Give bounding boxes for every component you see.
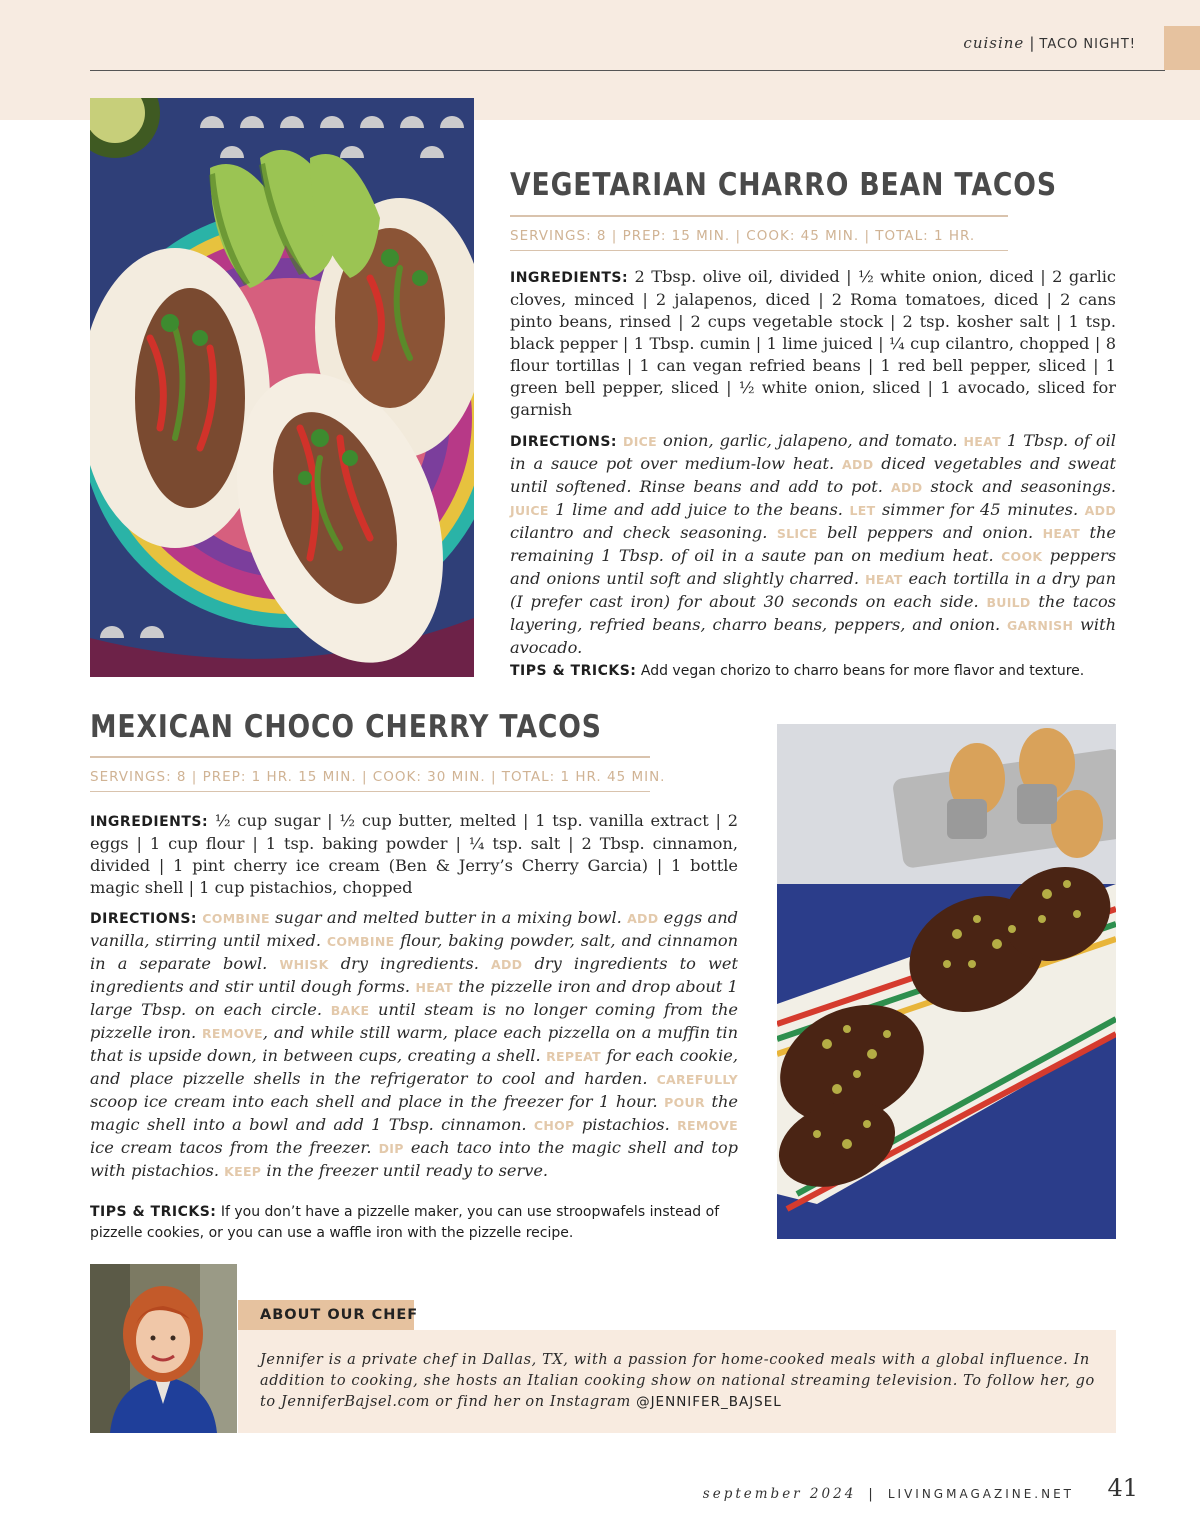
step-keyword: KEEP bbox=[224, 1164, 262, 1179]
recipe2-ingredients-text: ½ cup sugar | ½ cup butter, melted | 1 tsp. vanilla extract | 2 eggs | 1 cup flour | 1 tsp. baking powder | ¼ tsp. salt | 2 Tbsp. cinnamon, divided | 1 pint cherry ice cream (Ben & Jerry’s Cherry Garcia) | 1 bottle magic shell | 1 cup pistachios, chopped bbox=[90, 811, 738, 897]
footer bbox=[703, 1486, 1074, 1502]
header-accent-tab bbox=[1164, 26, 1200, 70]
step-keyword: JUICE bbox=[510, 503, 549, 518]
charro-tacos-photo bbox=[90, 98, 474, 677]
choco-tacos-photo bbox=[777, 724, 1116, 1239]
step-keyword: ADD bbox=[1084, 503, 1116, 518]
step-text: in the freezer until ready to serve. bbox=[261, 1161, 549, 1180]
recipe2-tips-label: TIPS & TRICKS: bbox=[90, 1204, 217, 1220]
section-separator: | bbox=[1029, 34, 1035, 52]
step-text: the magic shell into a bowl and add 1 Tbsp. cinnamon. bbox=[90, 1092, 739, 1134]
step-text: 1 lime and add juice to the beans. bbox=[548, 500, 850, 519]
about-body: Jennifer is a private chef in Dallas, TX, with a passion for home-cooked meals with a global influence. In addition to cooking, she hosts an Italian cooking show on national streaming television. To follow her, go to JenniferBajsel.com or find her on Instagram bbox=[260, 1352, 1095, 1410]
header-rule bbox=[90, 70, 1165, 71]
step-text: onion, garlic, jalapeno, and tomato. bbox=[656, 431, 964, 450]
recipe2-directions bbox=[90, 907, 738, 1183]
step-keyword: ADD bbox=[891, 480, 923, 495]
recipe1-meta: SERVINGS: 8 | PREP: 15 MIN. | COOK: 45 MIN. | TOTAL: 1 HR. bbox=[510, 228, 976, 244]
recipe1-title-rule bbox=[510, 215, 1008, 217]
chef-photo bbox=[90, 1264, 237, 1433]
step-text: cilantro and check seasoning. bbox=[510, 523, 777, 542]
step-keyword: WHISK bbox=[279, 957, 329, 972]
step-keyword: HEAT bbox=[963, 434, 1001, 449]
step-text: flour, baking powder, salt, and cinnamon in a separate bowl. bbox=[90, 931, 739, 973]
step-text: with avocado. bbox=[510, 615, 1117, 657]
step-text: ice cream tacos from the freezer. bbox=[90, 1138, 379, 1157]
step-keyword: HEAT bbox=[1042, 526, 1081, 541]
step-keyword: REMOVE bbox=[201, 1026, 263, 1041]
about-heading: ABOUT OUR CHEF bbox=[238, 1300, 414, 1330]
step-keyword: REMOVE bbox=[677, 1118, 738, 1133]
recipe1-ingredients-text: 2 Tbsp. olive oil, divided | ½ white onion, diced | 2 garlic cloves, minced | 2 jalapenos, diced | 2 Roma tomatoes, diced | 2 cans pinto beans, rinsed | 2 cups vegetable stock | 2 tsp. kosher salt | 1 tsp. black pepper | 1 Tbsp. cumin | 1 lime juiced | ¼ cup cilantro, chopped | 8 flour tortillas | 1 can vegan refried beans | 1 red bell pepper, sliced | 1 green bell pepper, sliced | ½ white onion, sliced | 1 avocado, sliced for garnish bbox=[510, 267, 1116, 419]
recipe1-title: VEGETARIAN CHARRO BEAN TACOS bbox=[510, 167, 1057, 203]
recipe1-tips bbox=[510, 661, 1116, 682]
step-text: pistachios. bbox=[574, 1115, 678, 1134]
recipe1-tips-text: Add vegan chorizo to charro beans for more flavor and texture. bbox=[640, 663, 1085, 679]
step-keyword: ADD bbox=[491, 957, 523, 972]
step-text: scoop ice cream into each shell and place in the freezer for 1 hour. bbox=[90, 1092, 665, 1111]
step-keyword: SLICE bbox=[776, 526, 818, 541]
about-text bbox=[260, 1350, 1100, 1413]
recipe1-tips-label: TIPS & TRICKS: bbox=[510, 663, 637, 679]
step-keyword: DICE bbox=[623, 434, 657, 449]
section-name: cuisine bbox=[963, 34, 1025, 52]
section-topic: TACO NIGHT! bbox=[1039, 37, 1136, 52]
step-text: dry ingredients. bbox=[328, 954, 492, 973]
step-text: , and while still warm, place each pizzella on a muffin tin that is upside down, in between cups, creating a shell. bbox=[90, 1023, 738, 1065]
step-keyword: ADD bbox=[842, 457, 874, 472]
step-text: until steam is no longer coming from the pizzelle iron. bbox=[90, 1000, 738, 1042]
page-number: 41 bbox=[1107, 1474, 1138, 1502]
section-label bbox=[963, 34, 1136, 52]
step-keyword: COMBINE bbox=[326, 934, 395, 949]
recipe2-meta-rule bbox=[90, 791, 650, 792]
recipe1-directions bbox=[510, 430, 1116, 659]
footer-separator: | bbox=[868, 1486, 876, 1502]
recipe2-ingredients-label: INGREDIENTS: bbox=[90, 814, 209, 830]
site-name: LIVINGMAGAZINE.NET bbox=[887, 1487, 1074, 1501]
step-keyword: GARNISH bbox=[1006, 618, 1074, 633]
recipe1-ingredients bbox=[510, 266, 1116, 421]
recipe2-meta: SERVINGS: 8 | PREP: 1 HR. 15 MIN. | COOK: 30 MIN. | TOTAL: 1 HR. 45 MIN. bbox=[90, 769, 666, 785]
step-text: the pizzelle iron and drop about 1 large Tbsp. on each circle. bbox=[90, 977, 738, 1019]
step-keyword: ADD bbox=[627, 911, 659, 926]
step-text: the tacos layering, refried beans, charro beans, peppers, and onion. bbox=[510, 592, 1116, 634]
step-text: 1 Tbsp. of oil in a sauce pot over medium-low heat. bbox=[510, 431, 1116, 473]
issue-date: september 2024 bbox=[702, 1486, 857, 1502]
recipe1-directions-label: DIRECTIONS: bbox=[510, 434, 618, 450]
recipe2-title: MEXICAN CHOCO CHERRY TACOS bbox=[90, 709, 602, 745]
recipe2-directions-label: DIRECTIONS: bbox=[90, 911, 198, 927]
step-keyword: LET bbox=[849, 503, 876, 518]
recipe1-ingredients-label: INGREDIENTS: bbox=[510, 270, 629, 286]
step-text: the remaining 1 Tbsp. of oil in a saute pan on medium heat. bbox=[510, 523, 1117, 565]
recipe2-tips bbox=[90, 1202, 738, 1244]
step-text: sugar and melted butter in a mixing bowl. bbox=[269, 908, 628, 927]
step-text: peppers and onions until soft and slightly charred. bbox=[510, 546, 1117, 588]
step-keyword: POUR bbox=[664, 1095, 705, 1110]
step-keyword: BAKE bbox=[330, 1003, 370, 1018]
step-text: diced vegetables and sweat until softened. Rinse beans and add to pot. bbox=[510, 454, 1117, 496]
step-keyword: CAREFULLY bbox=[656, 1072, 738, 1087]
instagram-handle: @JENNIFER_BAJSEL bbox=[636, 1394, 782, 1410]
step-keyword: DIP bbox=[378, 1141, 404, 1156]
step-keyword: BUILD bbox=[986, 595, 1031, 610]
recipe2-tips-text: If you don’t have a pizzelle maker, you can use stroopwafels instead of pizzelle cookies, or you can use a waffle iron with the pizzelle recipe. bbox=[90, 1204, 720, 1241]
step-text: simmer for 45 minutes. bbox=[875, 500, 1085, 519]
recipe2-ingredients bbox=[90, 810, 738, 899]
step-text: stock and seasonings. bbox=[922, 477, 1117, 496]
recipe2-title-rule bbox=[90, 756, 650, 758]
step-text: eggs and vanilla, stirring until mixed. bbox=[90, 908, 738, 950]
step-text: for each cookie, and place pizzelle shells in the refrigerator to cool and harden. bbox=[90, 1046, 738, 1088]
step-text: bell peppers and onion. bbox=[817, 523, 1043, 542]
step-keyword: HEAT bbox=[865, 572, 903, 587]
step-keyword: HEAT bbox=[415, 980, 453, 995]
step-keyword: COOK bbox=[1001, 549, 1043, 564]
step-keyword: REPEAT bbox=[546, 1049, 602, 1064]
step-text: dry ingredients to wet ingredients and stir until dough forms. bbox=[90, 954, 738, 996]
step-keyword: COMBINE bbox=[202, 911, 270, 926]
step-text: each taco into the magic shell and top with pistachios. bbox=[90, 1138, 738, 1180]
step-text: each tortilla in a dry pan (I prefer cast iron) for about 30 seconds on each side. bbox=[510, 569, 1116, 611]
step-keyword: CHOP bbox=[533, 1118, 575, 1133]
recipe1-meta-rule bbox=[510, 250, 1008, 251]
